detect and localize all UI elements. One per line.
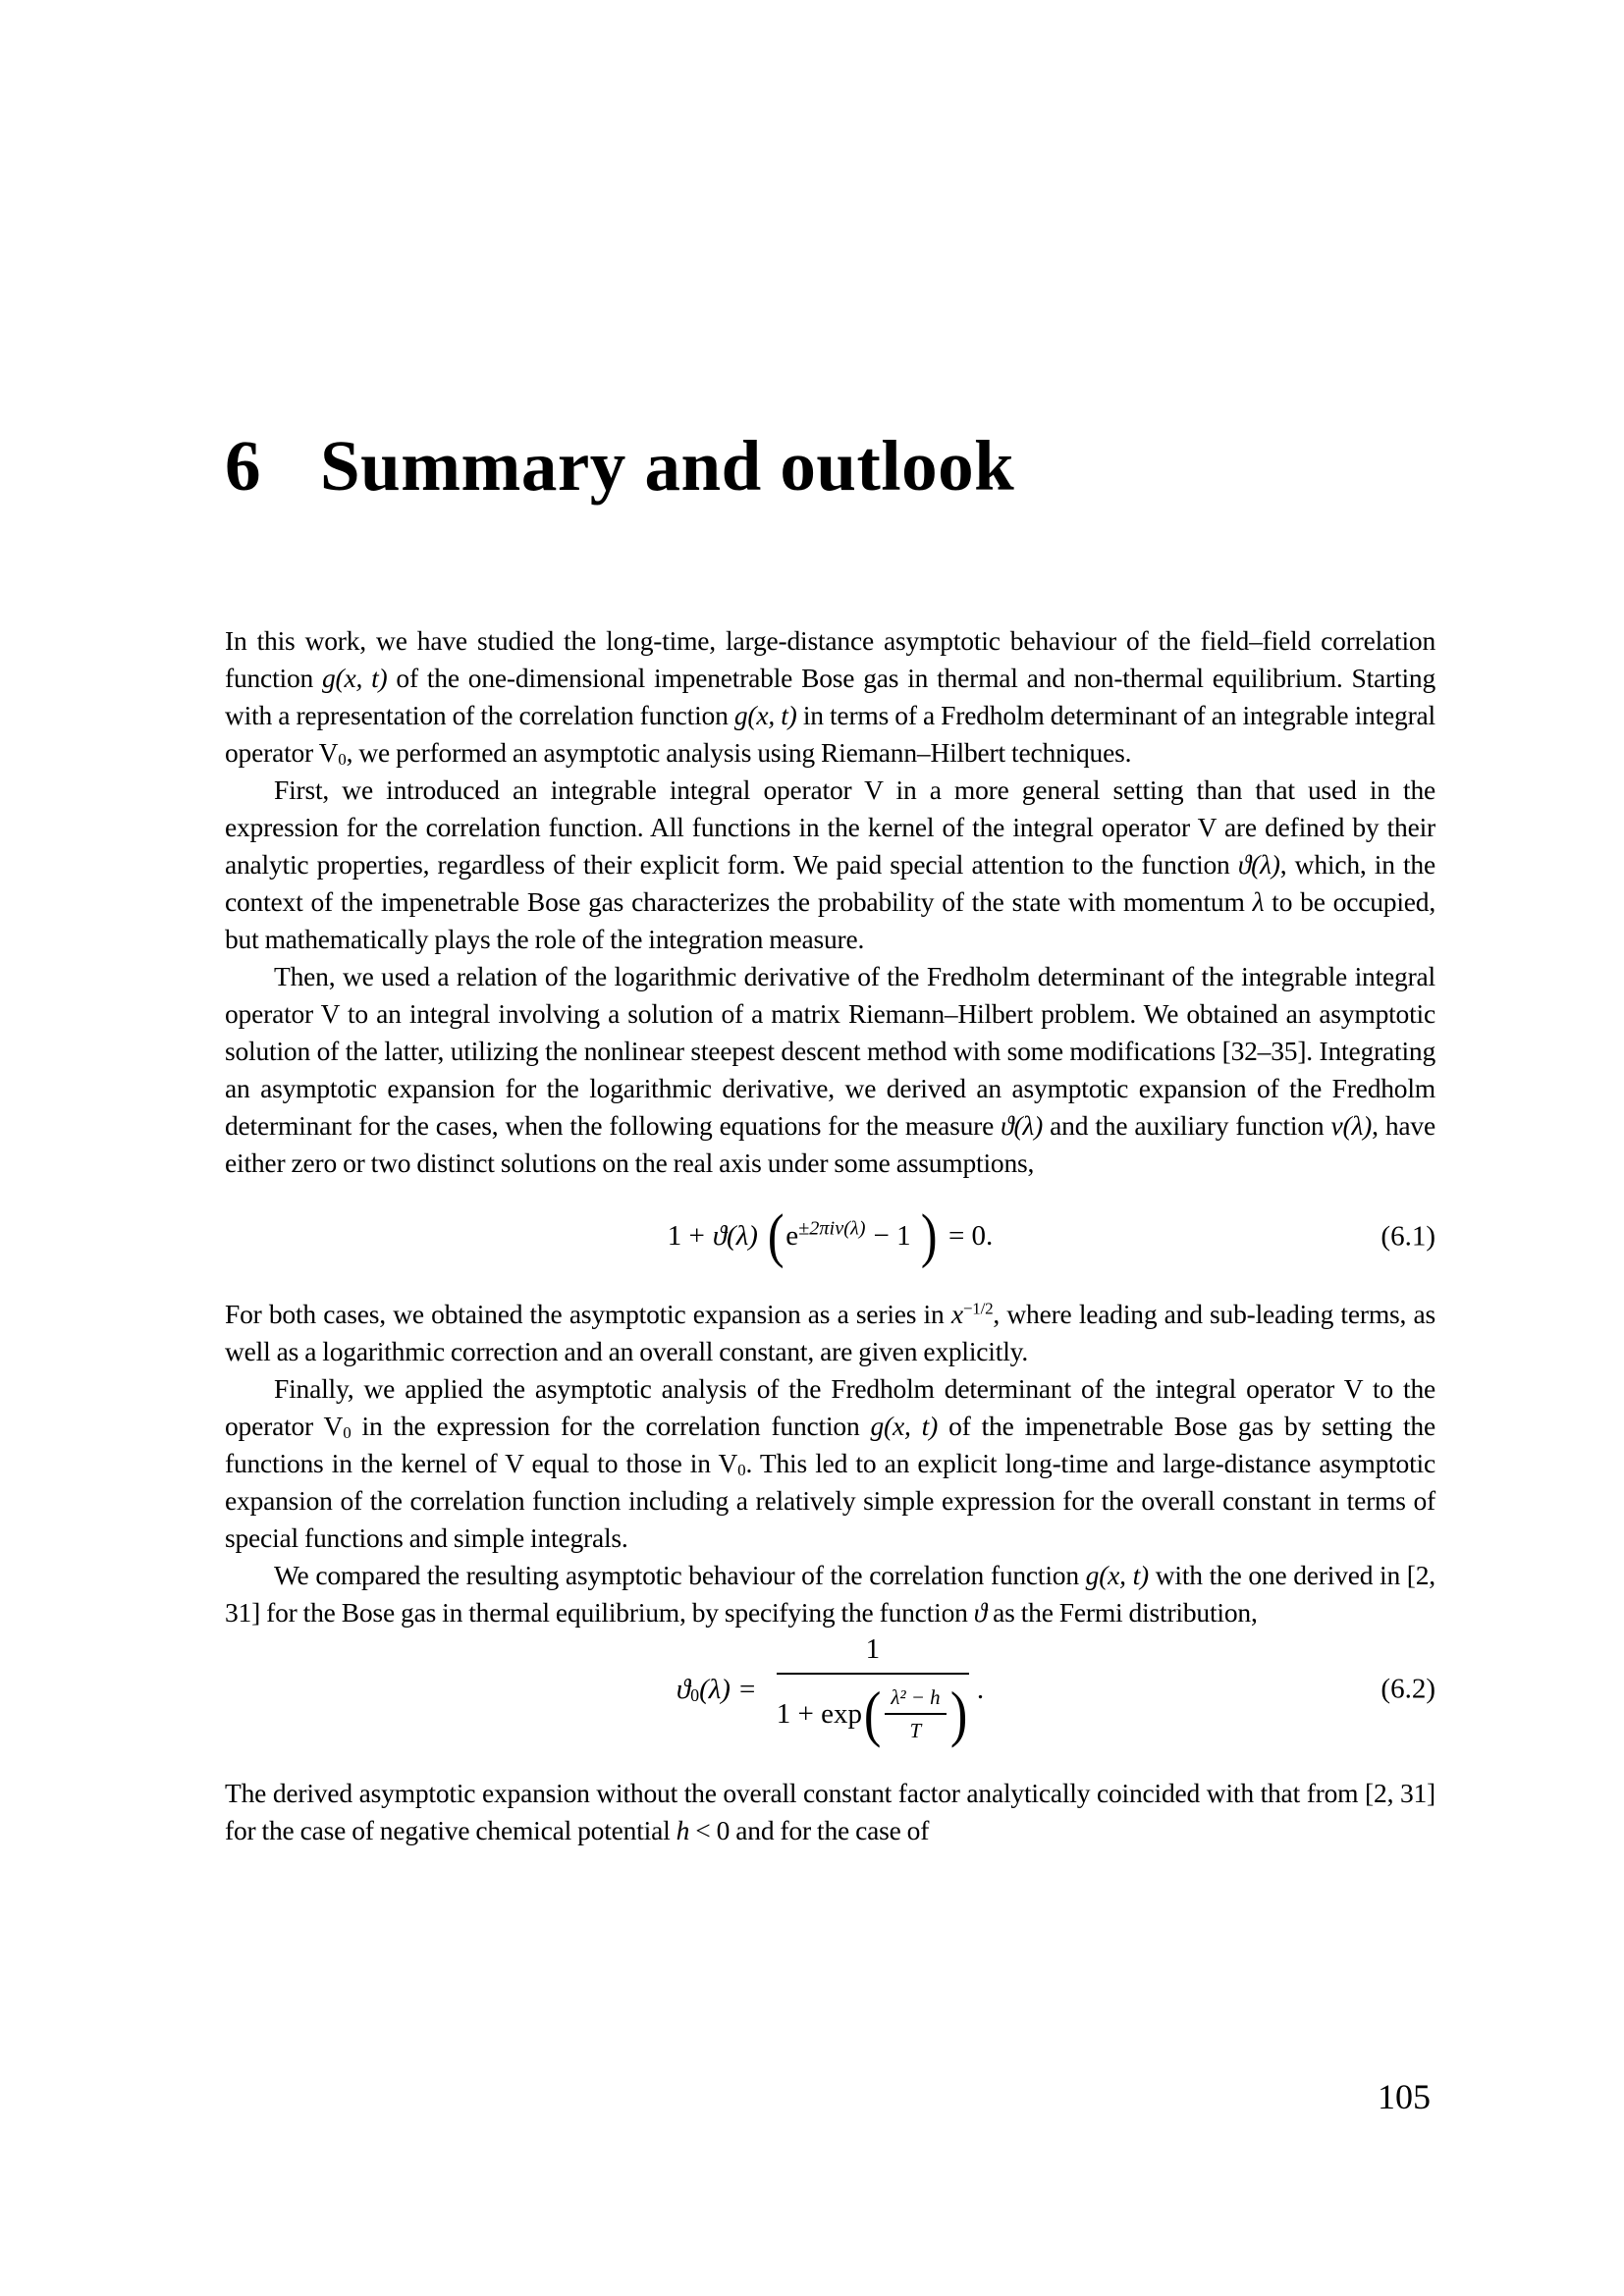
eq2-den-prefix: 1 + exp	[776, 1697, 862, 1730]
paragraph: Then, we used a relation of the logarithmic derivative of the Fredholm determinant of the integrable integral operator V to an integral involving a solution of a matrix Riemann–Hilbert problem. We obtained an asymptotic solution of the latter, utilizing the nonlinear steepest descent method with some modifications [32–35]. Integrating an asymptotic expansion for the logarithmic derivative, we derived an asymptotic expansion of the Fredholm determinant for the cases, when the following equations for the measure ϑ(λ) and the auxiliary function ν(λ), have either zero or two distinct solutions on the real axis under some assumptions,	[225, 961, 1435, 1178]
eq2-close-paren: )	[949, 1679, 967, 1749]
eq1-open-paren: (	[767, 1203, 785, 1269]
paragraph-group-2	[225, 1296, 1435, 1631]
text-column	[225, 0, 1435, 1849]
paragraph: Finally, we applied the asymptotic analysis of the Fredholm determinant of the integral operator V to the operator $V_0$ in the expression for the correlation function g(x, t) of the impenetrable Bose gas by setting the functions in the kernel of V equal to those in $V_0$. This led to an explicit long-time and large-distance asymptotic expansion of the correlation function including a relatively simple expression for the overall constant in terms of special functions and simple integrals.	[225, 1373, 1435, 1553]
eq1-rhs: = 0.	[947, 1219, 994, 1252]
page-number: 105	[1378, 2077, 1431, 2116]
eq2-period: .	[976, 1673, 985, 1705]
eq2-numerator: 1	[865, 1633, 881, 1665]
eq2-inner-denominator: T	[885, 1713, 946, 1742]
eq1-exponent: ±2πiν(λ)	[798, 1217, 866, 1240]
eq1-prefix: 1 +	[667, 1219, 705, 1252]
eq1-minus-one: − 1	[873, 1219, 911, 1252]
eq2-inner-fraction	[885, 1685, 946, 1742]
section-heading	[225, 0, 1435, 506]
eq2-lhs	[677, 1674, 757, 1706]
eq2-fraction	[776, 1633, 969, 1749]
equation-number-6-2: (6.2)	[1380, 1673, 1435, 1705]
eq2-denominator	[776, 1673, 969, 1749]
paragraph-group-3	[225, 1775, 1435, 1849]
eq1-base-e: e	[785, 1219, 799, 1252]
eq1-close-paren: )	[920, 1203, 938, 1269]
eq2-lhs-rest: (λ) =	[699, 1673, 757, 1705]
section-number: 6	[225, 426, 261, 506]
eq2-open-paren: (	[863, 1679, 882, 1749]
eq1-theta-term: ϑ(λ)	[712, 1219, 758, 1252]
equation-number-6-1: (6.1)	[1380, 1219, 1435, 1252]
paragraph: First, we introduced an integrable integral operator V in a more general setting than that used in the expression for the correlation function. All functions in the kernel of the integral operator V are defined by their analytic properties, regardless of their explicit form. We paid special attention to the function ϑ(λ), which, in the context of the impenetrable Bose gas characterizes the probability of the state with momentum λ to be occupied, but mathematically plays the role of the integration measure.	[225, 774, 1436, 954]
paragraph: In this work, we have studied the long-time, large-distance asymptotic behaviour of the field–field correlation function g(x, t) of the one-dimensional impenetrable Bose gas in thermal and non-thermal equilibrium. Starting with a representation of the correlation function g(x, t) in terms of a Fredholm determinant of an integrable integral operator $V_0$, we performed an asymptotic analysis using Riemann–Hilbert techniques.	[225, 625, 1435, 770]
paragraph: The derived asymptotic expansion without the overall constant factor analytically coincided with that from [2, 31] for the case of negative chemical potential h < 0 and for the case of	[225, 1778, 1435, 1846]
equation-6-1	[225, 1203, 1435, 1269]
eq1-exponential	[785, 1217, 866, 1253]
paragraph-group-1	[225, 622, 1435, 1182]
eq2-theta: ϑ	[676, 1673, 691, 1705]
paragraph: For both cases, we obtained the asymptotic expansion as a series in $x^{-1/2}$, where leading and sub-leading terms, as well as a logarithmic correction and an overall constant, are given explicitly.	[225, 1299, 1435, 1366]
body-text	[225, 622, 1435, 1849]
section-title: Summary and outlook	[320, 426, 1015, 506]
eq2-theta-subscript: 0	[690, 1684, 700, 1705]
equation-6-2	[225, 1633, 1435, 1749]
paragraph: We compared the resulting asymptotic behaviour of the correlation function g(x, t) with the one derived in [2, 31] for the Bose gas in thermal equilibrium, by specifying the function ϑ as the Fermi distribution,	[225, 1560, 1435, 1628]
eq2-inner-numerator: λ² − h	[891, 1685, 941, 1710]
